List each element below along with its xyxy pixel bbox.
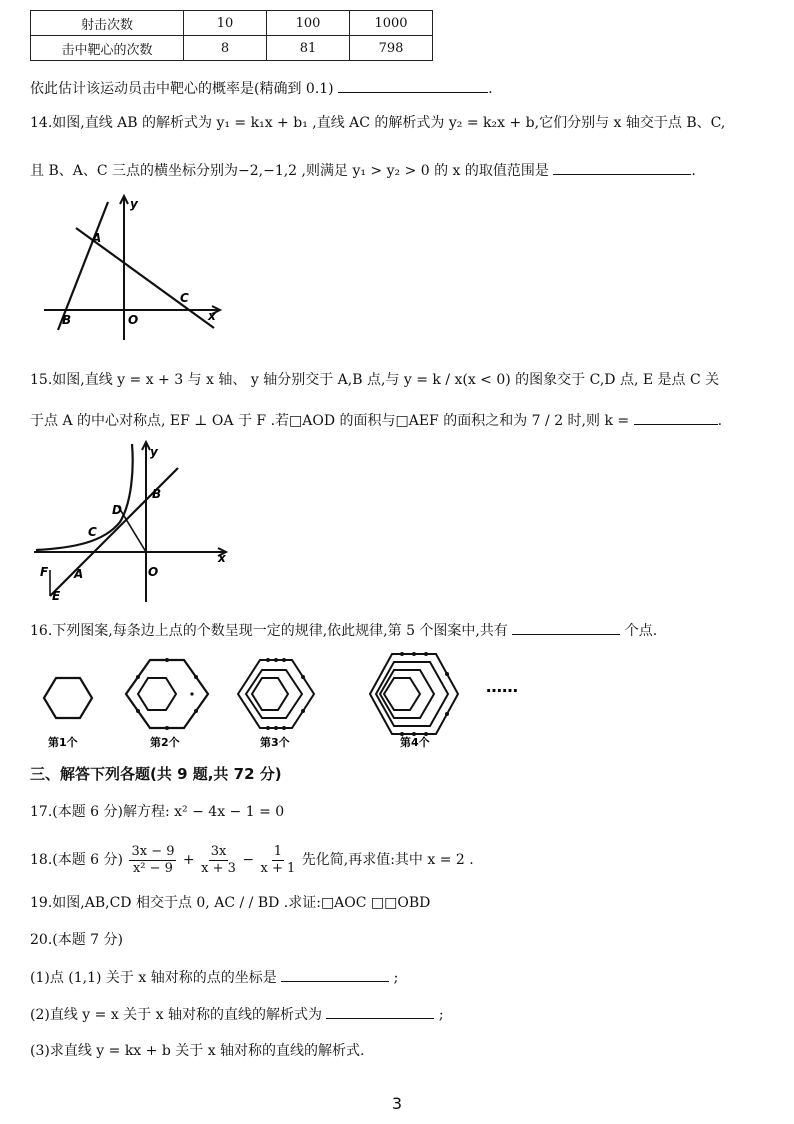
answer-blank[interactable] [553, 160, 691, 175]
answer-blank[interactable] [281, 967, 389, 982]
answer-blank[interactable] [634, 410, 718, 425]
table-cell: 射击次数 [31, 11, 184, 36]
label-y: y [130, 197, 138, 211]
label-c: C [180, 291, 189, 305]
q14-figure [40, 192, 230, 342]
table-cell: 100 [267, 11, 350, 36]
label-b: B [62, 313, 72, 327]
hexagon-pattern-4 [370, 652, 458, 736]
hyperbola-curve [36, 444, 133, 550]
q20-part3: (3)求直线 y = kx + b 关于 x 轴对称的直线的解析式. [30, 1043, 365, 1059]
q18-suffix: 先化简,再求值:其中 x = 2 . [301, 852, 474, 868]
q20-part2 [30, 1004, 444, 1025]
caption-1: 第1个 [48, 736, 78, 749]
label-x: x [208, 309, 216, 323]
caption-2: 第2个 [150, 736, 180, 749]
label-a: A [92, 231, 102, 245]
q15-line2: 于点 A 的中心对称点, EF ⊥ OA 于 F .若□AOD 的面积与□AEF 的面积之和为 7 / 2 时,则 k = . [30, 410, 722, 431]
hexagon-pattern-1 [44, 678, 92, 718]
table-cell: 1000 [350, 11, 433, 36]
label-f: F [40, 565, 49, 579]
ellipsis: …… [486, 677, 518, 696]
q20-part1 [30, 967, 398, 988]
answer-blank[interactable] [338, 78, 488, 93]
answer-blank[interactable] [326, 1004, 434, 1019]
q15-figure [34, 438, 234, 604]
fraction-1: $\frac{3x - 9}{\text{x² − 9}}$ [131, 843, 175, 876]
q13-tail: 依此估计该运动员击中靶心的概率是(精确到 0.1) . [30, 78, 493, 99]
q16-line [30, 620, 657, 641]
hexagon-pattern-2 [126, 658, 208, 730]
label-y: y [150, 445, 158, 459]
q14-text: 且 B、A、C 三点的横坐标分别为−2,−1,2 ,则满足 y₁ > y₂ > 0 的 x 的取值范围是 [30, 163, 549, 179]
table-row [31, 36, 433, 61]
q20-title: 20.(本题 7 分) [30, 932, 123, 948]
q18-prefix: 18.(本题 6 分) [30, 852, 123, 868]
q14-line1: 14.如图,直线 AB 的解析式为 y₁ = k₁x + b₁ ,直线 AC 的解析式为 y₂ = k₂x + b,它们分别与 x 轴交于点 B、C, [30, 115, 726, 131]
q16-text-after: 个点. [624, 623, 658, 639]
q20-p2-text: (2)直线 y = x 关于 x 轴对称的直线的解析式为 [30, 1007, 322, 1023]
label-c: C [88, 525, 97, 539]
table-row [31, 11, 433, 36]
q19: 19.如图,AB,CD 相交于点 0, AC / / BD .求证:□AOC □□OBD [30, 895, 431, 911]
section-heading: 三、解答下列各题(共 9 题,共 72 分) [30, 765, 282, 783]
q16-text: 16.下列图案,每条边上点的个数呈现一定的规律,依此规律,第 5 个图案中,共有 [30, 623, 508, 639]
label-o: O [148, 565, 159, 579]
hexagon-patterns [30, 648, 550, 752]
label-e: E [52, 589, 61, 603]
page-number: 3 [391, 1094, 403, 1113]
q14-line2: 且 B、A、C 三点的横坐标分别为−2,−1,2 ,则满足 y₁ > y₂ > 0 的 x 的取值范围是 . [30, 160, 696, 181]
q20-p1-end: ; [393, 970, 399, 986]
fraction-2: $\frac{3x}{x + 3}$ [201, 843, 236, 876]
table-cell: 8 [184, 36, 267, 61]
label-d: D [112, 503, 122, 517]
label-b: B [152, 487, 162, 501]
table-cell: 击中靶心的次数 [31, 36, 184, 61]
label-x: x [218, 551, 226, 565]
fraction-3: $\frac{1}{x + 1}$ [260, 843, 296, 876]
label-o: O [128, 313, 139, 327]
table-cell: 10 [184, 11, 267, 36]
q20-p1-text: (1)点 (1,1) 关于 x 轴对称的点的坐标是 [30, 970, 277, 986]
caption-3: 第3个 [260, 736, 290, 749]
label-a: A [74, 567, 84, 581]
q13-text: 依此估计该运动员击中靶心的概率是(精确到 0.1) [30, 81, 334, 97]
shooting-table [30, 10, 433, 61]
caption-4: 第4个 [400, 736, 430, 749]
q18: 18.(本题 6 分) $\frac{3x - 9}{\text{x² − 9}}$ + $\frac{3x}{x + 3}$ − $\frac{1}{x + 1}$ 先化简,再求值:其中 x = 2 . [30, 843, 474, 876]
q20-p2-end: ; [438, 1007, 444, 1023]
q15-line1: 15.如图,直线 y = x + 3 与 x 轴、 y 轴分别交于 A,B 点,与 y = k / x(x < 0) 的图象交于 C,D 点, E 是点 C 关 [30, 372, 720, 388]
q17: 17.(本题 6 分)解方程: x² − 4x − 1 = 0 [30, 804, 285, 820]
hexagon-pattern-3 [238, 658, 314, 730]
table-cell: 81 [267, 36, 350, 61]
answer-blank[interactable] [512, 620, 620, 635]
table-cell: 798 [350, 36, 433, 61]
q15-text: 于点 A 的中心对称点, EF ⊥ OA 于 F .若□AOD 的面积与□AEF 的面积之和为 7 / 2 时,则 k = [30, 413, 630, 429]
